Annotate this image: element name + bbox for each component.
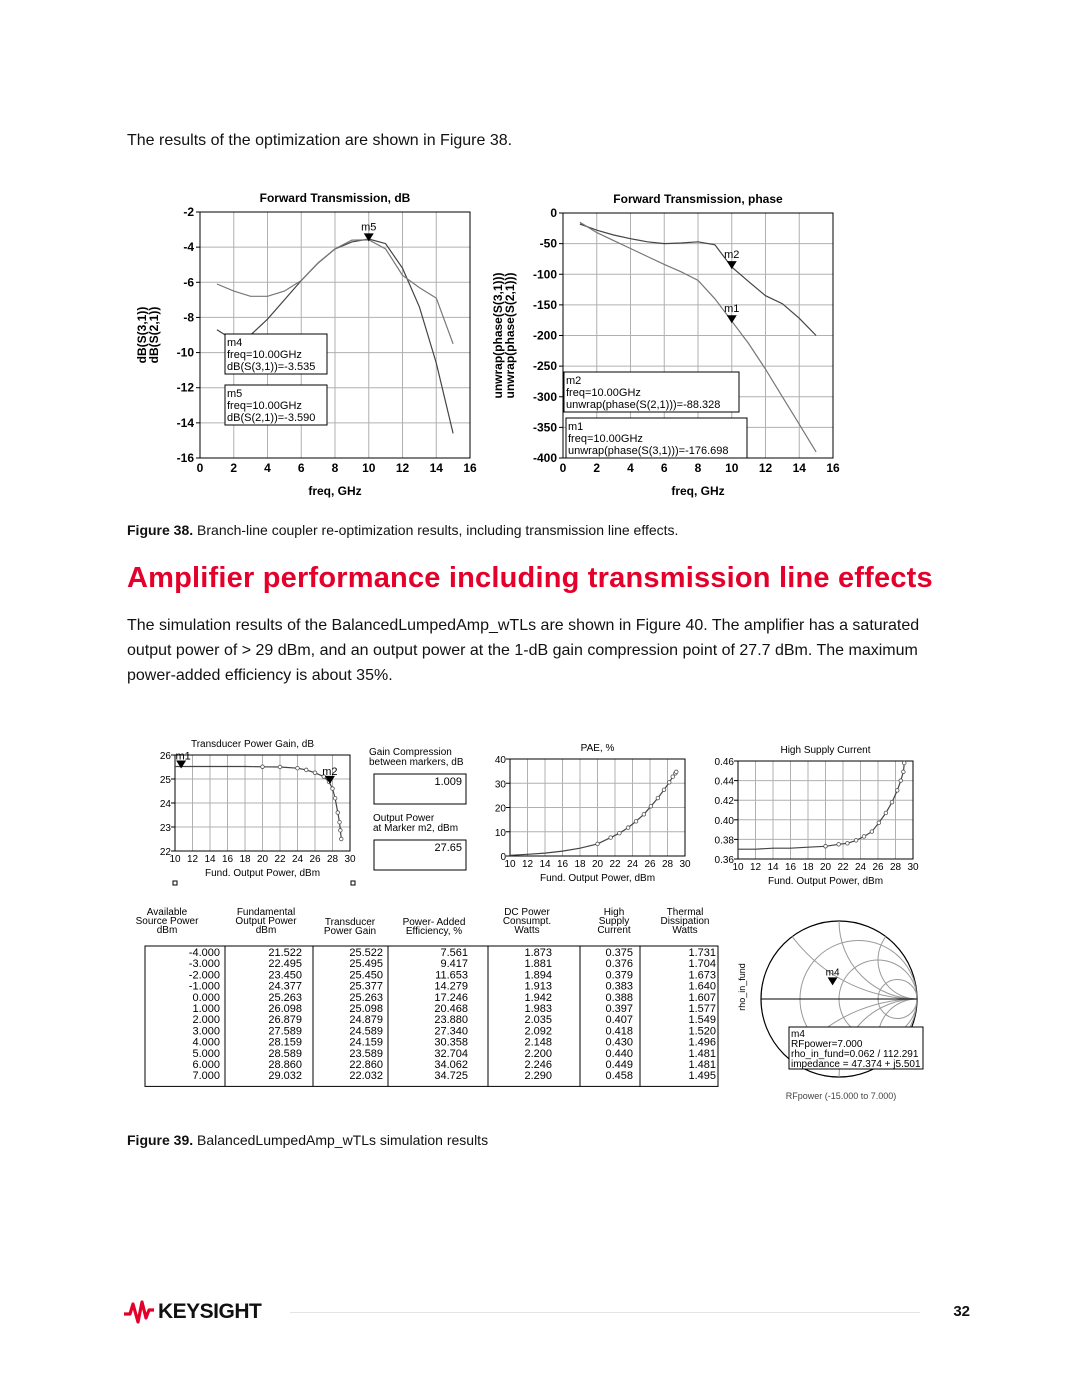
marker-label: m5 (361, 221, 377, 234)
data-point (339, 829, 343, 833)
chart-forward-transmission-db (130, 180, 490, 510)
table-cell: 25.098 (349, 1003, 383, 1015)
table-cell: 1.913 (524, 980, 552, 993)
marker-readout-text: impedance = 47.374 + j5.501 (791, 1059, 921, 1070)
data-point (837, 843, 841, 847)
marker-readout-text: RFpower=7.000 (791, 1039, 863, 1050)
output-power-label: Output Power (373, 813, 435, 824)
table-cell: 22.495 (268, 958, 302, 971)
table-cell: 1.983 (524, 1003, 552, 1015)
marker-readout-text: dB(S(3,1))=-3.535 (227, 361, 316, 373)
table-header: Power- Added (402, 917, 466, 928)
y-tick-label: 0.46 (714, 757, 734, 768)
table-cell: 28.589 (268, 1047, 302, 1060)
table-cell: 24.159 (349, 1036, 383, 1049)
data-point (339, 837, 343, 841)
x-axis-label: freq, GHz (671, 484, 725, 498)
table-cell: 23.880 (434, 1014, 468, 1027)
x-tick-label: 14 (204, 854, 216, 865)
x-tick-label: 22 (609, 859, 621, 870)
table-cell: 26.879 (268, 1014, 302, 1027)
intro-text: The results of the optimization are shown in Figure 38. (127, 132, 513, 149)
y-tick-label: 24 (159, 799, 171, 810)
y-tick-label: -50 (539, 236, 557, 251)
x-tick-label: 12 (521, 859, 534, 870)
table-cell: 1.894 (524, 969, 552, 982)
y-tick-label: 26 (159, 751, 171, 762)
table-cell: 24.377 (268, 980, 302, 993)
data-point (877, 821, 881, 825)
data-point (846, 842, 850, 846)
table-cell: 27.340 (434, 1025, 468, 1038)
y-tick-label: -200 (532, 328, 557, 343)
table-cell: 2.290 (524, 1070, 552, 1083)
data-point (336, 811, 340, 815)
y-tick-label: 0.42 (714, 796, 734, 808)
table-cell: 1.520 (688, 1025, 716, 1038)
table-cell: 2.000 (192, 1014, 220, 1027)
marker-label: m4 (825, 967, 840, 979)
table-cell: 23.589 (349, 1047, 383, 1060)
x-tick-label: 16 (784, 862, 797, 873)
x-tick-label: 24 (291, 854, 304, 865)
x-tick-label: 14 (429, 461, 443, 475)
data-point (899, 779, 903, 783)
data-point (667, 780, 671, 784)
x-tick-label: 14 (792, 461, 806, 475)
x-tick-label: 28 (661, 859, 674, 870)
data-point (331, 787, 335, 791)
x-tick-label: 8 (331, 461, 339, 475)
page-number: 32 (953, 1303, 970, 1320)
y-tick-label: -400 (532, 451, 557, 465)
table-cell: 1.731 (688, 947, 716, 959)
y-tick-label: -16 (176, 451, 194, 465)
table-cell: 32.704 (434, 1047, 468, 1060)
marker-readout-text: freq=10.00GHz (227, 349, 302, 361)
x-tick-label: 4 (627, 461, 634, 475)
smith-footer: RFpower (-15.000 to 7.000) (785, 1091, 897, 1101)
data-point (278, 765, 282, 769)
series-line (738, 763, 904, 849)
table-cell: 0.397 (605, 1003, 633, 1015)
y-tick-label: -8 (183, 310, 194, 325)
table-cell: 22.032 (349, 1070, 383, 1083)
table-cell: 2.148 (524, 1036, 552, 1049)
y-tick-label: 0.36 (714, 855, 734, 866)
y-tick-label: 23 (159, 823, 171, 834)
x-tick-label: 28 (889, 862, 902, 873)
series-line (510, 772, 676, 855)
data-point (626, 826, 630, 830)
table-cell: 0.000 (192, 991, 220, 1004)
x-tick-label: 10 (169, 854, 181, 865)
y-tick-label: 0.40 (714, 815, 734, 827)
smith-chart (733, 895, 933, 1107)
x-tick-label: 12 (186, 854, 199, 865)
x-tick-label: 18 (802, 862, 814, 873)
table-cell: 25.522 (349, 947, 383, 959)
x-tick-label: 6 (660, 461, 668, 475)
x-tick-label: 10 (504, 859, 516, 870)
chart-title: PAE, % (580, 743, 615, 754)
table-header: Transducer (324, 917, 376, 928)
data-point (824, 844, 828, 848)
x-tick-label: 16 (221, 854, 234, 865)
x-tick-label: 14 (767, 862, 779, 873)
table-cell: 20.468 (434, 1003, 468, 1015)
section-paragraph: The simulation results of the BalancedLumpedAmp_wTLs are shown in Figure 40. The amplifier has a saturated output power of > 29 dBm, and an output power at the 1-dB gain compression point of 27.7 dBm. The maximum power-added efficiency is about 35%. (127, 617, 920, 684)
marker-readout-text: unwrap(phase(S(3,1)))=-176.698 (568, 445, 729, 457)
marker-readout-text: freq=10.00GHz (227, 400, 302, 412)
table-cell: 1.577 (688, 1003, 716, 1015)
table-cell: 29.032 (268, 1070, 302, 1083)
keysight-logo-icon (123, 1298, 155, 1326)
y-axis-label: unwrap(phase(S(2,1))) (503, 272, 517, 399)
table-header: Source Power (135, 916, 199, 927)
table-header: dBm (255, 925, 277, 936)
marker-triangle (727, 261, 737, 269)
gain-compression-label: Gain Compression (369, 747, 452, 758)
table-cell: 4.000 (192, 1036, 220, 1049)
x-tick-label: 12 (749, 862, 762, 873)
data-point (634, 820, 638, 824)
table-cell: 9.417 (440, 958, 468, 971)
data-point (671, 775, 675, 779)
figure-39-caption (127, 1132, 488, 1148)
data-point (862, 835, 866, 839)
x-tick-label: 26 (309, 854, 321, 865)
chart-transducer-power-gain (145, 735, 360, 895)
table-cell: 0.407 (605, 1014, 633, 1027)
data-point (870, 830, 874, 834)
x-tick-label: 16 (826, 461, 840, 475)
marker-readout-text: m4 (791, 1029, 805, 1040)
table-cell: 2.035 (524, 1014, 552, 1027)
data-point (261, 765, 265, 769)
table-header: Available (146, 907, 188, 918)
table-cell: 3.000 (192, 1025, 220, 1038)
table-cell: 0.430 (605, 1036, 633, 1049)
y-axis-label: dB(S(3,1)) (135, 306, 149, 364)
table-cell: 28.860 (268, 1059, 302, 1071)
table-header: Fundamental (236, 907, 296, 918)
y-axis-label: dB(S(2,1)) (147, 306, 161, 364)
table-cell: -1.000 (188, 980, 220, 993)
table-cell: 22.860 (349, 1059, 383, 1071)
table-cell: 1.942 (524, 991, 552, 1004)
footer-divider (290, 1312, 920, 1313)
data-point (313, 771, 317, 775)
table-cell: 24.589 (349, 1025, 383, 1038)
figure-38-text: Branch-line coupler re-optimization results, including transmission line effects. (193, 522, 679, 538)
x-tick-label: 20 (591, 859, 604, 870)
y-tick-label: -6 (183, 275, 194, 290)
table-cell: 0.449 (605, 1059, 633, 1071)
x-tick-label: 26 (644, 859, 656, 870)
section-heading: Amplifier performance including transmission line effects (127, 562, 933, 594)
table-cell: 5.000 (192, 1047, 220, 1060)
x-tick-label: 2 (230, 461, 238, 475)
x-tick-label: 30 (344, 854, 356, 865)
x-tick-label: 10 (732, 862, 744, 873)
chart-title: Forward Transmission, dB (259, 191, 411, 205)
x-tick-label: 22 (837, 862, 849, 873)
y-tick-label: -10 (176, 345, 194, 360)
y-tick-label: 20 (494, 803, 506, 815)
x-tick-label: 20 (256, 854, 269, 865)
table-cell: 2.200 (524, 1047, 552, 1060)
gain-compression-value: 1.009 (434, 776, 462, 788)
x-tick-label: 18 (574, 859, 586, 870)
table-cell: 23.450 (268, 969, 302, 982)
table-cell: 0.383 (605, 980, 633, 993)
data-point (902, 761, 906, 765)
gain-compression-label: between markers, dB (369, 757, 464, 768)
table-cell: 25.263 (268, 991, 302, 1004)
table-cell: 25.263 (349, 991, 383, 1004)
table-cell: 25.450 (349, 969, 383, 982)
y-tick-label: -2 (183, 205, 194, 219)
table-cell: 1.640 (688, 980, 716, 993)
legend-square-icon (173, 881, 177, 885)
chart-title: Forward Transmission, phase (613, 192, 783, 206)
table-cell: 1.495 (688, 1070, 716, 1083)
data-point (895, 789, 899, 793)
chart-title: Transducer Power Gain, dB (190, 739, 315, 750)
x-tick-label: 6 (297, 461, 305, 475)
data-point (854, 839, 858, 843)
y-tick-label: 22 (159, 847, 171, 858)
table-header: High (603, 907, 625, 918)
x-tick-label: 28 (326, 854, 339, 865)
brand-name: KEYSIGHT (158, 1300, 262, 1323)
y-tick-label: 10 (494, 827, 506, 839)
table-cell: 1.873 (524, 947, 552, 959)
table-cell: 1.549 (688, 1014, 716, 1027)
table-header: Dissipation (660, 916, 710, 927)
legend-square-icon (351, 881, 355, 885)
x-tick-label: 30 (679, 859, 691, 870)
marker-readout-text: dB(S(2,1))=-3.590 (227, 412, 316, 424)
data-point (884, 811, 888, 815)
output-power-value: 27.65 (434, 842, 462, 854)
marker-readout-text: freq=10.00GHz (566, 387, 641, 399)
table-cell: 0.376 (605, 958, 633, 971)
table-cell: 1.673 (688, 969, 716, 982)
x-tick-label: 30 (907, 862, 919, 873)
x-axis-label: freq, GHz (308, 484, 362, 498)
x-tick-label: 16 (556, 859, 569, 870)
data-point (902, 770, 906, 774)
x-tick-label: 10 (362, 461, 376, 475)
data-point (662, 788, 666, 792)
y-tick-label: 0.44 (714, 776, 734, 788)
table-cell: 0.379 (605, 969, 633, 982)
y-axis-label: unwrap(phase(S(3,1))) (491, 272, 505, 399)
gain-compression-panel (365, 735, 485, 885)
x-tick-label: 8 (694, 461, 702, 475)
x-tick-label: 24 (854, 862, 867, 873)
table-header: Watts (514, 925, 540, 936)
table-header: Supply (598, 916, 630, 927)
table-header: dBm (156, 925, 178, 936)
table-cell: 2.092 (524, 1025, 552, 1038)
table-cell: 1.881 (524, 958, 552, 971)
data-point (296, 766, 300, 770)
table-cell: 25.377 (349, 980, 383, 993)
data-point (649, 804, 653, 808)
table-cell: 1.607 (688, 991, 716, 1004)
output-power-label: at Marker m2, dBm (373, 823, 459, 834)
table-header: Consumpt. (502, 916, 552, 927)
x-tick-label: 12 (758, 461, 773, 475)
marker-label: m1 (175, 750, 191, 763)
table-cell: 0.375 (605, 947, 633, 959)
x-axis-label: Fund. Output Power, dBm (539, 873, 656, 884)
table-header: Watts (672, 925, 698, 936)
table-cell: 34.062 (434, 1059, 468, 1071)
x-tick-label: 0 (559, 461, 567, 475)
y-tick-label: -300 (532, 389, 557, 404)
marker-readout-text: freq=10.00GHz (568, 433, 643, 445)
table-cell: 6.000 (192, 1059, 220, 1071)
x-axis-label: Fund. Output Power, dBm (204, 868, 321, 879)
table-cell: 14.279 (434, 980, 468, 993)
table-cell: 1.000 (192, 1003, 220, 1015)
table-cell: 1.496 (688, 1036, 716, 1049)
results-table (135, 898, 725, 1098)
table-header: Output Power (235, 916, 297, 927)
table-cell: -3.000 (188, 958, 220, 971)
x-axis-label: Fund. Output Power, dBm (767, 876, 884, 887)
y-tick-label: -12 (176, 380, 194, 395)
table-header: Current (597, 925, 631, 936)
data-point (642, 812, 646, 816)
data-point (618, 831, 622, 835)
table-cell: -4.000 (188, 947, 220, 959)
table-cell: 26.098 (268, 1003, 302, 1015)
marker-readout-text: unwrap(phase(S(2,1)))=-88.328 (566, 399, 721, 411)
data-point (609, 836, 613, 840)
table-cell: 25.495 (349, 958, 383, 971)
x-tick-label: 16 (463, 461, 477, 475)
marker-triangle (727, 315, 737, 323)
x-tick-label: 4 (264, 461, 271, 475)
table-header: Thermal (666, 907, 704, 918)
y-tick-label: 0 (550, 206, 557, 220)
figure-39-label: Figure 39. (127, 1132, 194, 1148)
table-cell: -2.000 (188, 969, 220, 982)
data-point (338, 820, 342, 824)
marker-readout-text: m5 (227, 388, 243, 400)
x-tick-label: 0 (196, 461, 204, 475)
marker-readout-text: m2 (566, 375, 582, 387)
chart-title: High Supply Current (780, 745, 871, 756)
y-tick-label: 0.38 (714, 835, 734, 847)
chart-forward-transmission-phase (490, 180, 850, 510)
data-point (674, 770, 678, 774)
smith-y-label: rho_in_fund (737, 963, 747, 1011)
table-cell: 27.589 (268, 1025, 302, 1038)
data-point (890, 800, 894, 804)
table-cell: 0.388 (605, 991, 633, 1004)
y-tick-label: 30 (494, 779, 506, 791)
table-header: Efficiency, % (405, 926, 463, 937)
y-tick-label: -350 (532, 420, 557, 435)
marker-readout-text: rho_in_fund=0.062 / 112.291 (791, 1049, 919, 1060)
table-cell: 17.246 (434, 991, 468, 1004)
table-cell: 34.725 (434, 1070, 468, 1083)
chart-high-supply-current (705, 735, 930, 895)
marker-label: m2 (322, 765, 338, 778)
y-tick-label: 0 (500, 852, 506, 863)
table-cell: 1.481 (688, 1047, 716, 1060)
table-cell: 7.000 (192, 1070, 220, 1083)
y-tick-label: -4 (183, 240, 194, 255)
x-tick-label: 24 (626, 859, 639, 870)
chart-pae (485, 735, 700, 895)
table-cell: 1.481 (688, 1059, 716, 1071)
x-tick-label: 26 (872, 862, 884, 873)
figure-38-caption (127, 522, 678, 538)
table-cell: 24.879 (349, 1014, 383, 1027)
y-tick-label: 40 (494, 755, 506, 766)
y-tick-label: -250 (532, 359, 557, 374)
data-point (333, 796, 337, 800)
table-cell: 30.358 (434, 1036, 468, 1049)
table-cell: 2.246 (524, 1059, 552, 1071)
table-cell: 21.522 (268, 947, 302, 959)
table-cell: 11.653 (435, 969, 468, 982)
y-tick-label: 25 (159, 775, 171, 786)
data-point (596, 842, 600, 846)
marker-readout-text: m1 (568, 421, 584, 433)
y-tick-label: -14 (176, 415, 194, 430)
table-cell: 0.418 (605, 1025, 633, 1038)
table-cell: 7.561 (440, 947, 468, 959)
x-tick-label: 14 (539, 859, 551, 870)
x-tick-label: 18 (239, 854, 251, 865)
table-cell: 0.440 (605, 1047, 633, 1060)
figure-38-label: Figure 38. (127, 522, 194, 538)
marker-label: m1 (724, 303, 740, 316)
table-cell: 1.704 (688, 958, 716, 971)
data-point (304, 768, 308, 772)
table-cell: 28.159 (268, 1036, 302, 1049)
x-tick-label: 22 (274, 854, 286, 865)
table-cell: 0.458 (605, 1070, 633, 1083)
figure-39-text: BalancedLumpedAmp_wTLs simulation results (193, 1132, 489, 1148)
marker-label: m2 (724, 249, 740, 262)
y-tick-label: -150 (532, 297, 557, 312)
x-tick-label: 20 (819, 862, 832, 873)
y-tick-label: -100 (532, 267, 557, 282)
x-tick-label: 2 (593, 461, 601, 475)
data-point (656, 796, 660, 800)
table-header: DC Power (504, 907, 550, 918)
marker-readout-text: m4 (227, 337, 243, 349)
x-tick-label: 12 (395, 461, 410, 475)
x-tick-label: 10 (725, 461, 739, 475)
table-header: Power Gain (323, 926, 377, 937)
